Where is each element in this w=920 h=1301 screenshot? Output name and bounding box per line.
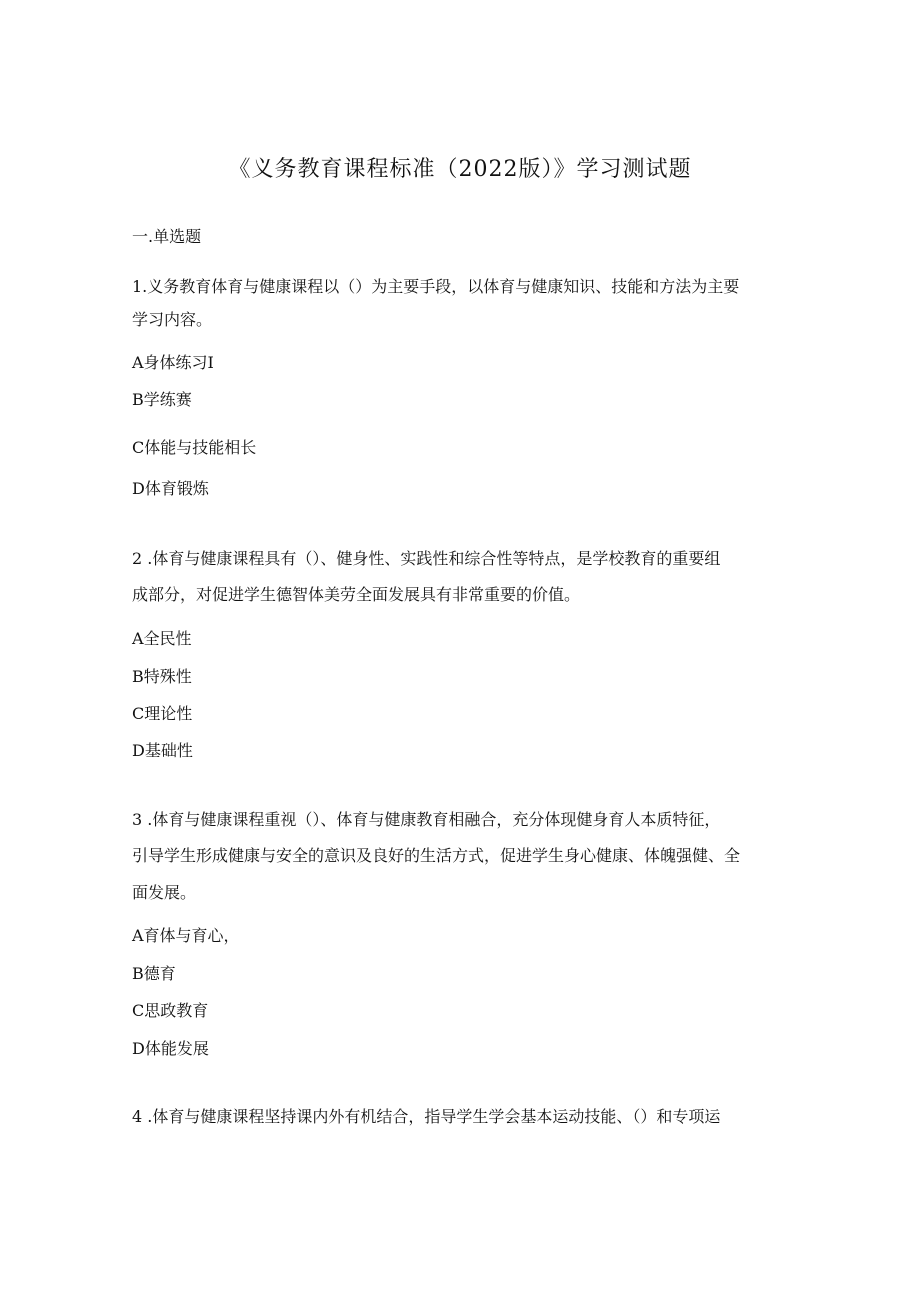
question-3-line-1: 3 .体育与健康课程重视（）、体育与健康教育相融合，充分体现健身育人本质特征， [132,810,721,829]
question-3-option-a: A育体与育心， [132,926,240,945]
document-title: 《义务教育课程标准（2022版）》学习测试题 [228,157,692,182]
question-2-option-b: B特殊性 [132,667,192,686]
question-2-line-2: 成部分，对促进学生德智体美劳全面发展具有非常重要的价值。 [132,585,581,604]
question-1-option-c: C体能与技能相长 [132,438,257,457]
question-1-line-2: 学习内容。 [132,310,213,329]
question-3-line-3: 面发展。 [132,883,197,902]
question-1-option-b: B学练赛 [132,390,192,409]
question-3-option-c: C思政教育 [132,1001,209,1020]
question-3-line-2: 引导学生形成健康与安全的意识及良好的生活方式，促进学生身心健康、体魄强健、全 [132,846,741,865]
question-1-option-a: A身体练习I [132,353,214,372]
question-1-option-d: D体育锻炼 [132,479,209,498]
question-2-line-1: 2 .体育与健康课程具有（）、健身性、实践性和综合性等特点，是学校教育的重要组 [132,549,721,568]
question-2-option-d: D基础性 [132,741,193,760]
question-3-option-b: B德育 [132,964,176,983]
question-4-line-1: 4 .体育与健康课程坚持课内外有机结合，指导学生学会基本运动技能、（）和专项运 [132,1107,721,1126]
question-2-option-c: C理论性 [132,704,193,723]
question-1-line-1: 1.义务教育体育与健康课程以（）为主要手段，以体育与健康知识、技能和方法为主要 [132,277,740,296]
section-heading: 一.单选题 [132,227,202,246]
question-2-option-a: A全民性 [132,629,192,648]
question-3-option-d: D体能发展 [132,1039,209,1058]
